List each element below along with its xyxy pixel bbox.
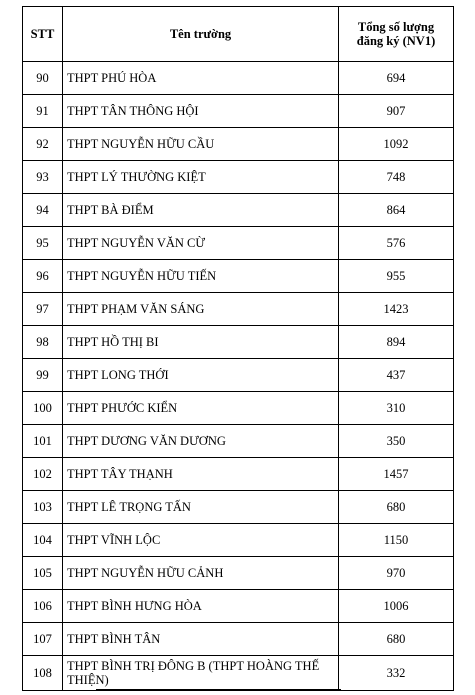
- table-row: [23, 623, 454, 656]
- table-row: [23, 293, 454, 326]
- table-row: [23, 128, 454, 161]
- cell-stt: 102: [23, 458, 63, 491]
- header-registration-count: [339, 7, 454, 62]
- cell-registration-count: 1423: [339, 293, 454, 326]
- table-row: [23, 62, 454, 95]
- cell-registration-count: 864: [339, 194, 454, 227]
- table-row: [23, 392, 454, 425]
- table-row: [23, 194, 454, 227]
- cell-school-name: THPT PHƯỚC KIỂN: [63, 392, 339, 425]
- table-row: [23, 458, 454, 491]
- cell-registration-count: 1150: [339, 524, 454, 557]
- cell-school-name: THPT PHẠM VĂN SÁNG: [63, 293, 339, 326]
- cell-school-name: THPT BÌNH HƯNG HÒA: [63, 590, 339, 623]
- table-row: [23, 590, 454, 623]
- cell-school-name: THPT TÂY THẠNH: [63, 458, 339, 491]
- footer-divider: [96, 689, 341, 690]
- cell-stt: 105: [23, 557, 63, 590]
- cell-registration-count: 332: [339, 656, 454, 691]
- cell-stt: 92: [23, 128, 63, 161]
- cell-stt: 93: [23, 161, 63, 194]
- cell-stt: 103: [23, 491, 63, 524]
- cell-stt: 97: [23, 293, 63, 326]
- cell-stt: 95: [23, 227, 63, 260]
- cell-registration-count: 955: [339, 260, 454, 293]
- table-row: [23, 260, 454, 293]
- table-header-row: [23, 7, 454, 62]
- cell-registration-count: 694: [339, 62, 454, 95]
- cell-school-name: THPT BÌNH TRỊ ĐÔNG B (THPT HOÀNG THẾ THIỆN): [63, 656, 339, 691]
- cell-registration-count: 680: [339, 623, 454, 656]
- cell-registration-count: 970: [339, 557, 454, 590]
- cell-stt: 94: [23, 194, 63, 227]
- header-stt: STT: [23, 7, 63, 62]
- cell-registration-count: 1006: [339, 590, 454, 623]
- table-row: [23, 425, 454, 458]
- table-row: [23, 161, 454, 194]
- table-row: [23, 326, 454, 359]
- cell-registration-count: 1457: [339, 458, 454, 491]
- header-school-name: Tên trường: [63, 7, 339, 62]
- cell-registration-count: 1092: [339, 128, 454, 161]
- cell-stt: 90: [23, 62, 63, 95]
- cell-school-name: THPT TÂN THÔNG HỘI: [63, 95, 339, 128]
- cell-school-name: THPT NGUYỄN VĂN CỪ: [63, 227, 339, 260]
- table-row: [23, 359, 454, 392]
- cell-school-name: THPT BÌNH TÂN: [63, 623, 339, 656]
- cell-stt: 106: [23, 590, 63, 623]
- cell-registration-count: 437: [339, 359, 454, 392]
- header-count-line1: Tổng số lượng: [357, 20, 435, 34]
- table-row: [23, 656, 454, 691]
- cell-stt: 91: [23, 95, 63, 128]
- cell-stt: 104: [23, 524, 63, 557]
- cell-stt: 108: [23, 656, 63, 691]
- table-row: [23, 95, 454, 128]
- cell-school-name: THPT LONG THỚI: [63, 359, 339, 392]
- cell-school-name: THPT DƯƠNG VĂN DƯƠNG: [63, 425, 339, 458]
- cell-school-name: THPT BÀ ĐIỂM: [63, 194, 339, 227]
- cell-stt: 101: [23, 425, 63, 458]
- cell-school-name: THPT LÊ TRỌNG TẤN: [63, 491, 339, 524]
- cell-school-name: THPT NGUYỄN HỮU TIẾN: [63, 260, 339, 293]
- cell-school-name: THPT PHÚ HÒA: [63, 62, 339, 95]
- table-row: [23, 557, 454, 590]
- cell-stt: 100: [23, 392, 63, 425]
- cell-stt: 99: [23, 359, 63, 392]
- cell-registration-count: 350: [339, 425, 454, 458]
- table-row: [23, 491, 454, 524]
- cell-registration-count: 680: [339, 491, 454, 524]
- cell-school-name: THPT LÝ THƯỜNG KIỆT: [63, 161, 339, 194]
- cell-registration-count: 748: [339, 161, 454, 194]
- cell-school-name: THPT VĨNH LỘC: [63, 524, 339, 557]
- header-count-line2: đăng ký (NV1): [356, 34, 436, 48]
- table-row: [23, 227, 454, 260]
- cell-registration-count: 576: [339, 227, 454, 260]
- cell-school-name: THPT NGUYỄN HỮU CẢNH: [63, 557, 339, 590]
- cell-stt: 98: [23, 326, 63, 359]
- cell-stt: 107: [23, 623, 63, 656]
- cell-stt: 96: [23, 260, 63, 293]
- table-row: [23, 524, 454, 557]
- cell-school-name: THPT HỒ THỊ BI: [63, 326, 339, 359]
- cell-registration-count: 310: [339, 392, 454, 425]
- cell-registration-count: 894: [339, 326, 454, 359]
- cell-registration-count: 907: [339, 95, 454, 128]
- registration-table: [22, 6, 454, 691]
- cell-school-name: THPT NGUYỄN HỮU CẦU: [63, 128, 339, 161]
